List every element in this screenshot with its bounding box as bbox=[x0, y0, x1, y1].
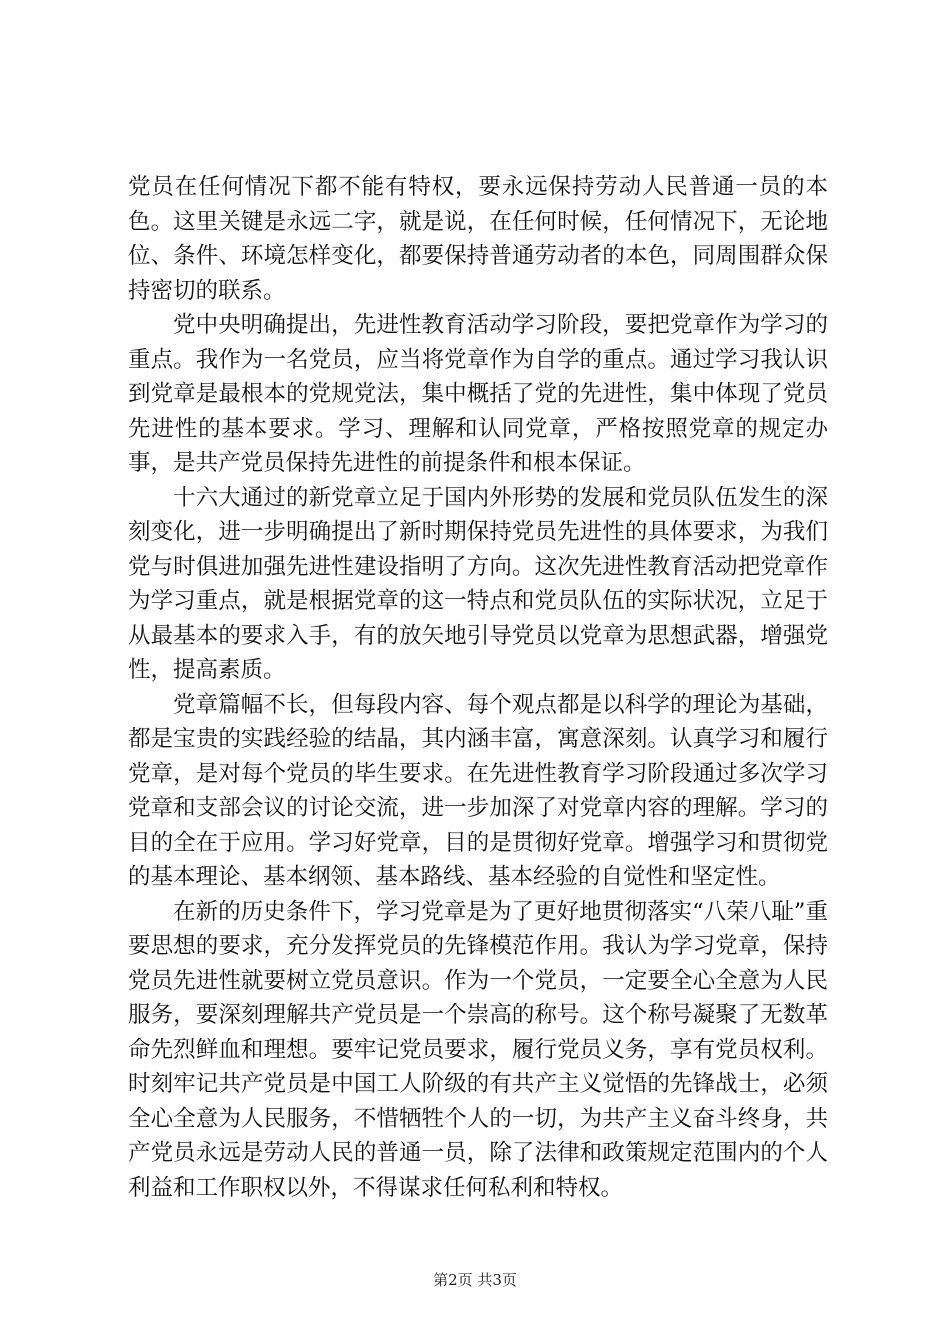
paragraph-sixteenth-congress: 十六大通过的新党章立足于国内外形势的发展和党员队伍发生的深刻变化，进一步明确提出了新时期保持党员先进性的具体要求，为我们党与时俱进加强先进性建设指明了方向。这次先进性教育活动把党章作为学习重点，就是根据党章的这一特点和党员队伍的实际状况，立足于从最基本的要求入手，有的放矢地引导党员以党章为思想武器，增强党性，提高素质。 bbox=[128, 484, 828, 683]
page-number-footer: 第2页 共3页 bbox=[433, 1271, 517, 1289]
paragraph-historical-conditions: 在新的历史条件下，学习党章是为了更好地贯彻落实“八荣八耻”重要思想的要求，充分发挥党员的先锋模范作用。我认为学习党章，保持党员先进性就要树立党员意识。作为一个党员，一定要全心全意为人民服务，要深刻理解共产党员是一个崇高的称号。这个称号凝聚了无数革命先烈鲜血和理想。要牢记党员要求，履行党员义务，享有党员权利。时刻牢记共产党员是中国工人阶级的有共产主义觉悟的先锋战士，必须全心全意为人民服务，不惜牺牲个人的一切，为共产主义奋斗终身，共产党员永远是劳动人民的普通一员，除了法律和政策规定范围内的个人利益和工作职权以外，不得谋求任何私利和特权。 bbox=[128, 898, 828, 1201]
paragraph-constitution-content: 党章篇幅不长，但每段内容、每个观点都是以科学的理论为基础，都是宝贵的实践经验的结晶，其内涵丰富，寓意深刻。认真学习和履行党章，是对每个党员的毕生要求。在先进性教育学习阶段通过多次学习党章和支部会议的讨论交流，进一步加深了对党章内容的理解。学习的目的全在于应用。学习好党章，目的是贯彻好党章。增强学习和贯彻党的基本理论、基本纲领、基本路线、基本经验的自觉性和坚定性。 bbox=[128, 691, 828, 890]
paragraph-continuation: 党员在任何情况下都不能有特权，要永远保持劳动人民普通一员的本色。这里关键是永远二字，就是说，在任何时候，任何情况下，无论地位、条件、环境怎样变化，都要保持普通劳动者的本色，同周围群众保持密切的联系。 bbox=[128, 174, 828, 304]
paragraph-party-constitution-focus: 党中央明确提出，先进性教育活动学习阶段，要把党章作为学习的重点。我作为一名党员，应当将党章作为自学的重点。通过学习我认识到党章是最根本的党规党法，集中概括了党的先进性，集中体现了党员先进性的基本要求。学习、理解和认同党章，严格按照党章的规定办事，是共产党员保持先进性的前提条件和根本保证。 bbox=[128, 312, 828, 476]
document-body bbox=[128, 170, 828, 1205]
